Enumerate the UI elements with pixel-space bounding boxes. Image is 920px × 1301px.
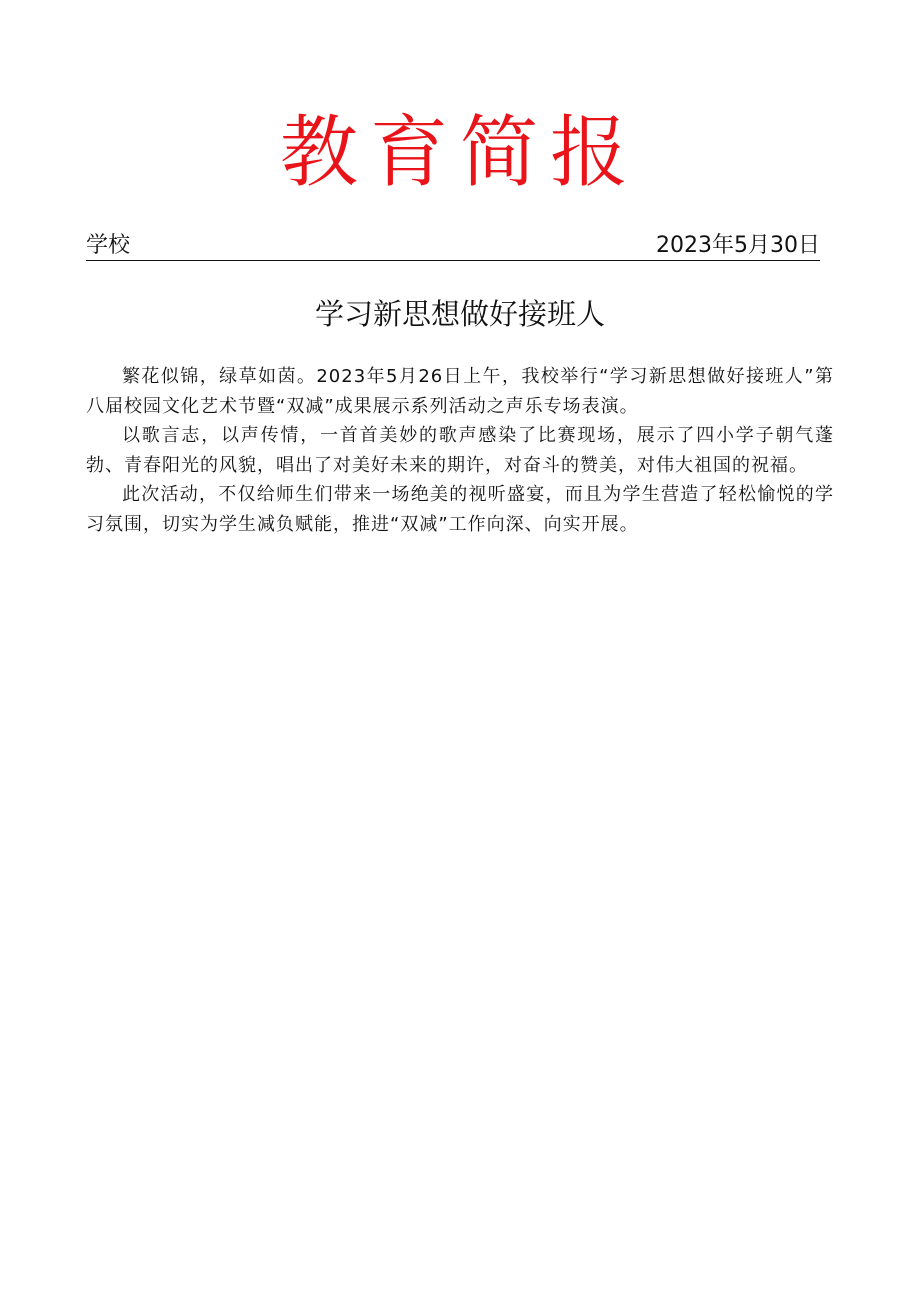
article-paragraph: 繁花似锦，绿草如茵。2023年5月26日上午，我校举行“学习新思想做好接班人”第八届校园文化艺术节暨“双减”成果展示系列活动之声乐专场表演。 bbox=[86, 366, 834, 417]
article-paragraph: 以歌言志，以声传情，一首首美妙的歌声感染了比赛现场，展示了四小学子朝气蓬勃、青春阳光的风貌，唱出了对美好未来的期许，对奋斗的赞美，对伟大祖国的祝福。 bbox=[86, 425, 834, 476]
info-line bbox=[86, 232, 820, 261]
article-paragraph: 此次活动，不仅给师生们带来一场绝美的视听盛宴，而且为学生营造了轻松愉悦的学习氛围，切实为学生减负赋能，推进“双减”工作向深、向实开展。 bbox=[86, 484, 834, 535]
masthead-title: 教育简报 bbox=[279, 108, 640, 198]
article-title: 学习新思想做好接班人 bbox=[314, 297, 605, 331]
issue-date: 2023年5月30日 bbox=[656, 233, 820, 258]
article-body bbox=[86, 362, 834, 539]
school-label: 学校 bbox=[86, 233, 131, 258]
